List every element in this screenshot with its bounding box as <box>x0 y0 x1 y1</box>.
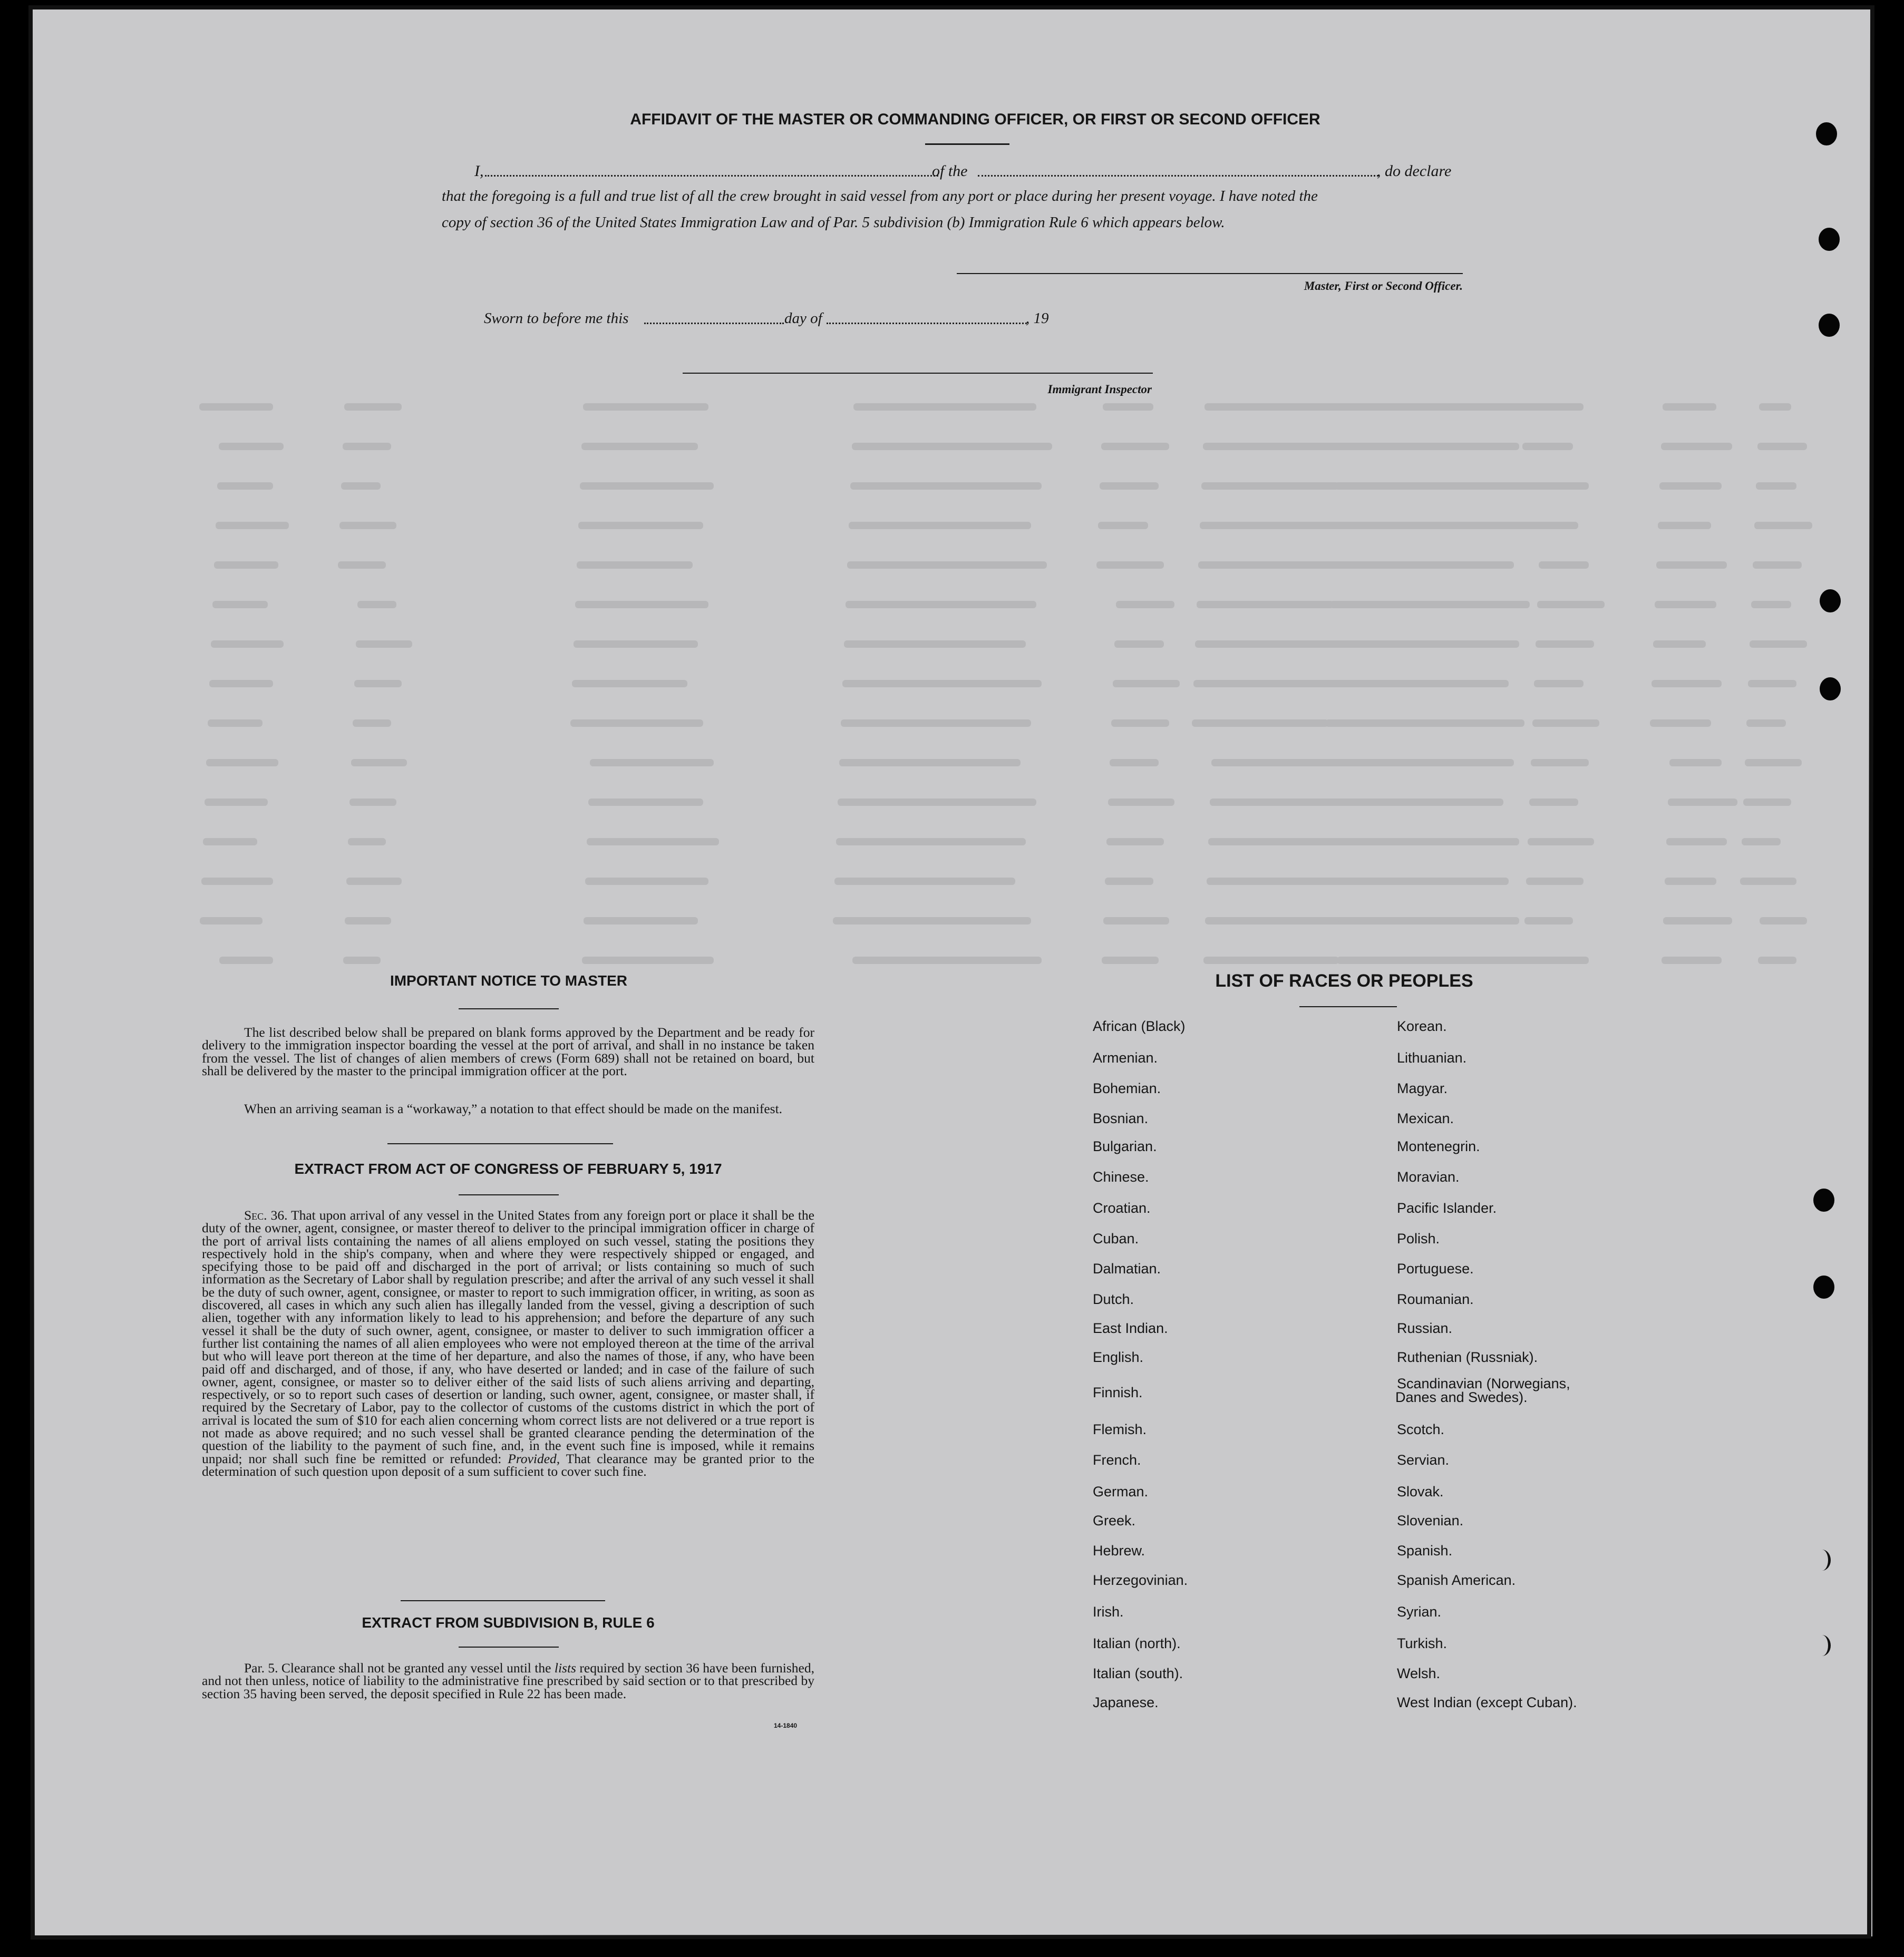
vessel-blank[interactable] <box>978 175 1378 177</box>
race-item: Herzegovinian. <box>1093 1572 1188 1588</box>
race-item: Turkish. <box>1397 1635 1448 1651</box>
binder-hole-icon <box>1820 589 1841 612</box>
race-item: German. <box>1093 1484 1149 1500</box>
divider <box>387 1143 613 1144</box>
race-item: Montenegrin. <box>1397 1138 1480 1154</box>
race-item: Mexican. <box>1397 1111 1454 1126</box>
binder-hole-icon <box>1813 1189 1834 1212</box>
sworn-line: Sworn to before me this day of , 19 <box>484 310 1049 327</box>
race-item: Roumanian. <box>1397 1291 1474 1307</box>
divider <box>401 1600 605 1601</box>
divider <box>459 1194 559 1195</box>
binder-hole-icon <box>1816 122 1837 145</box>
sworn-month-blank[interactable] <box>827 323 1027 324</box>
race-item: Cuban. <box>1093 1231 1139 1247</box>
race-item: Hebrew. <box>1093 1543 1145 1559</box>
race-item: Japanese. <box>1093 1695 1159 1710</box>
race-item: Armenian. <box>1093 1050 1158 1066</box>
notice-title: IMPORTANT NOTICE TO MASTER <box>390 972 628 989</box>
race-item: Bulgarian. <box>1093 1138 1157 1154</box>
race-item: Flemish. <box>1093 1421 1147 1437</box>
signature-line[interactable] <box>957 273 1463 274</box>
race-item: Korean. <box>1397 1018 1447 1034</box>
race-item: Russian. <box>1397 1320 1453 1336</box>
race-item: Italian (north). <box>1093 1635 1181 1651</box>
race-item: West Indian (except Cuban). <box>1397 1695 1577 1710</box>
race-item: Bosnian. <box>1093 1111 1149 1126</box>
name-blank[interactable] <box>485 175 938 177</box>
binder-hole-icon <box>1820 677 1841 700</box>
race-item: Welsh. <box>1397 1666 1441 1681</box>
binder-hole-icon <box>1819 228 1840 251</box>
extract-rule-title: EXTRACT FROM SUBDIVISION B, RULE 6 <box>362 1614 655 1631</box>
race-item: Italian (south). <box>1093 1666 1183 1681</box>
form-sheet <box>31 7 1872 1936</box>
race-item: Chinese. <box>1093 1169 1149 1185</box>
race-item: Scandinavian (Norwegians, <box>1397 1376 1570 1391</box>
divider <box>459 1008 559 1009</box>
race-item: Ruthenian (Russniak). <box>1397 1349 1538 1365</box>
race-item: Slovenian. <box>1397 1513 1464 1528</box>
race-item: Magyar. <box>1397 1080 1448 1096</box>
race-item: Syrian. <box>1397 1604 1442 1620</box>
race-item: Pacific Islander. <box>1397 1200 1497 1216</box>
race-item: Polish. <box>1397 1231 1440 1247</box>
paragraph-5-text: Par. 5. Clearance shall not be granted any vessel until the lists required by section 36 have been furnished, and not then unless, notice of liability to the administrative fine prescribed by said section or to that prescribed by section 35 having been served, the deposit specified in Rule 22 has been made. <box>202 1660 814 1701</box>
race-item: Spanish American. <box>1397 1572 1516 1588</box>
inspector-signature-line[interactable] <box>683 373 1153 374</box>
affidavit-line2: that the foregoing is a full and true list of all the crew brought in said vessel from any port or place during her present voyage. I have noted the <box>442 188 1318 205</box>
binder-hole-icon <box>1813 1635 1831 1656</box>
affidavit-line1: I, of the , do declare <box>474 162 1452 180</box>
race-item: Portuguese. <box>1397 1261 1474 1277</box>
divider <box>1299 1006 1397 1007</box>
race-item: French. <box>1093 1452 1141 1468</box>
races-title: LIST OF RACES OR PEOPLES <box>1215 971 1473 991</box>
affidavit-title: AFFIDAVIT OF THE MASTER OR COMMANDING OFFICER, OR FIRST OR SECOND OFFICER <box>630 111 1320 128</box>
divider <box>459 1647 559 1648</box>
extract-act-title: EXTRACT FROM ACT OF CONGRESS OF FEBRUARY 5, 1917 <box>294 1161 722 1177</box>
affidavit-line3: copy of section 36 of the United States Immigration Law and of Par. 5 subdivision (b) Immigration Rule 6 which appears below. <box>442 214 1225 231</box>
race-item: Bohemian. <box>1093 1080 1161 1096</box>
race-item: Moravian. <box>1397 1169 1460 1185</box>
section-36-text: Sec. 36. That upon arrival of any vessel in the United States from any foreign port or place it shall be the duty of the owner, agent, consignee, or master thereof to deliver to the principal immigration officer in charge of the port of arrival lists containing the names of all aliens employed on such vessel, stating the positions they respectively hold in the ship's company, when and where they were respectively shipped or engaged, and specifying those to be paid off and discharged in the port of arrival; or lists containing so much of such information as the Secretary of Labor shall by regulation prescribe; and after the arrival of any such vessel it shall be the duty of such owner, agent, consignee, or master to report to such immigration officer, in writing, as soon as discovered, all cases in which any such alien has illegally landed from the vessel, giving a description of such alien, together with any information likely to lead to his apprehension; and before the departure of any such vessel it shall be the duty of such owner, agent, consignee, or master to deliver to such immigration officer a further list containing the names of all alien employees who were not employed thereon at the time of the arrival but who will leave port thereon at the time of her departure, and also the names of those, if any, who have been paid off and discharged, and of those, if any, who have deserted or landed; and in case of the failure of such owner, agent, consignee, or master so to deliver either of the said lists of such aliens arriving and departing, respectively, or so to report such cases of desertion or landing, such owner, agent, consignee, or master shall, if required by the Secretary of Labor, pay to the collector of customs of the customs district in which the port of arrival is located the sum of $10 for each alien concerning whom correct lists are not delivered or a true report is not made as above required; and no such vessel shall be granted clearance pending the determination of the question of the liability to the payment of such fine, and, in the event such fine is imposed, while it remains unpaid; nor shall such fine be remitted or refunded: Provided, That clearance may be granted prior to the determination of such question upon deposit of a sum sufficient to cover such fine. <box>202 1208 814 1479</box>
signature-label: Master, First or Second Officer. <box>1304 279 1463 293</box>
race-item: Croatian. <box>1093 1200 1151 1216</box>
race-item: Finnish. <box>1093 1385 1143 1400</box>
race-item: Danes and Swedes). <box>1395 1389 1528 1405</box>
inspector-label: Immigrant Inspector <box>1047 383 1152 396</box>
race-item: Servian. <box>1397 1452 1450 1468</box>
race-item: Lithuanian. <box>1397 1050 1467 1066</box>
notice-paragraph-1: The list described below shall be prepared on blank forms approved by the Department and be ready for delivery to the immigration inspector boarding the vessel at the port of arrival, and shall in no instance be taken from the vessel. The list of changes of alien members of crews (Form 689) shall not be retained on board, but shall be delivered by the master to the principal immigration officer at the port. <box>202 1025 814 1078</box>
race-item: East Indian. <box>1093 1320 1168 1336</box>
race-item: Dutch. <box>1093 1291 1134 1307</box>
race-item: English. <box>1093 1349 1144 1365</box>
race-item: Slovak. <box>1397 1484 1444 1500</box>
race-item: Spanish. <box>1397 1543 1453 1559</box>
race-item: African (Black) <box>1093 1018 1186 1034</box>
race-item: Dalmatian. <box>1093 1261 1161 1277</box>
binder-hole-icon <box>1819 314 1840 337</box>
race-item: Greek. <box>1093 1513 1136 1528</box>
notice-paragraph-2: When an arriving seaman is a “workaway,” a notation to that effect should be made on the manifest. <box>244 1101 783 1116</box>
sworn-day-blank[interactable] <box>644 323 784 324</box>
form-number: 14-1840 <box>774 1722 798 1729</box>
binder-hole-icon <box>1813 1276 1834 1299</box>
race-item: Irish. <box>1093 1604 1124 1620</box>
divider <box>925 143 1009 145</box>
race-item: Scotch. <box>1397 1421 1445 1437</box>
binder-hole-icon <box>1813 1550 1831 1571</box>
